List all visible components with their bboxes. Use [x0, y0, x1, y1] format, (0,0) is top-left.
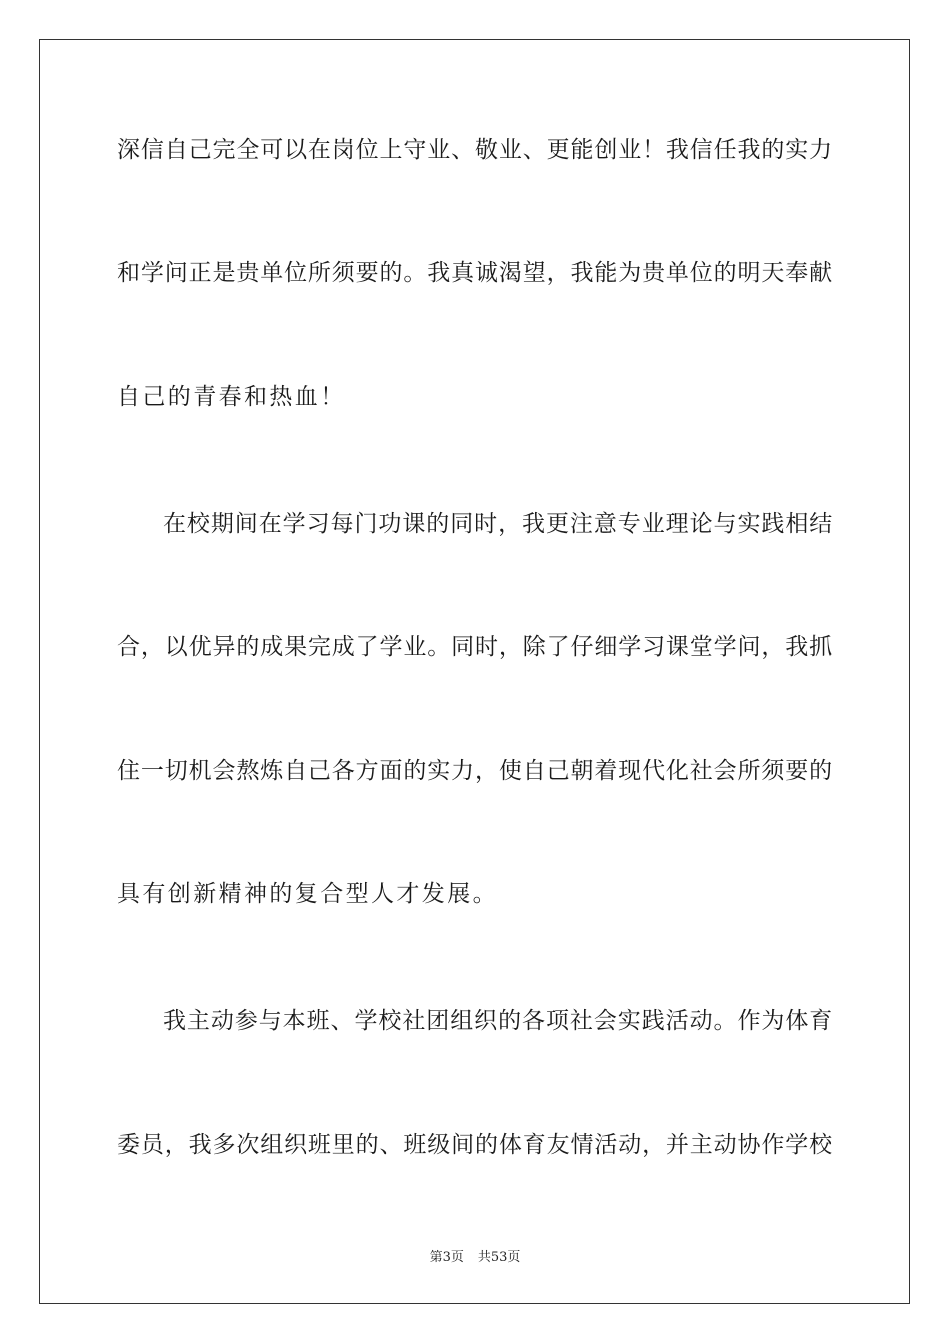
page-frame — [39, 39, 910, 1304]
text-line: 和学问正是贵单位所须要的。我真诚渴望，我能为贵单位的明天奉献 — [117, 260, 833, 286]
paragraph-start-line: 在校期间在学习每门功课的同时，我更注意专业理论与实践相结 — [163, 511, 834, 537]
paragraph-start-line: 我主动参与本班、学校社团组织的各项社会实践活动。作为体育 — [163, 1008, 834, 1034]
text-line: 合，以优异的成果完成了学业。同时，除了仔细学习课堂学问，我抓 — [117, 634, 833, 660]
text-line: 住一切机会熬炼自己各方面的实力，使自己朝着现代化社会所须要的 — [117, 758, 833, 784]
text-line: 自己的青春和热血！ — [117, 384, 346, 410]
total-page-count: 共53页 — [477, 1250, 521, 1265]
current-page-number: 第3页 — [429, 1250, 464, 1265]
text-line: 委员，我多次组织班里的、班级间的体育友情活动，并主动协作学校 — [117, 1132, 833, 1158]
text-line: 深信自己完全可以在岗位上守业、敬业、更能创业！我信任我的实力 — [117, 137, 833, 163]
page-footer — [0, 1246, 950, 1265]
text-line: 具有创新精神的复合型人才发展。 — [117, 881, 498, 907]
